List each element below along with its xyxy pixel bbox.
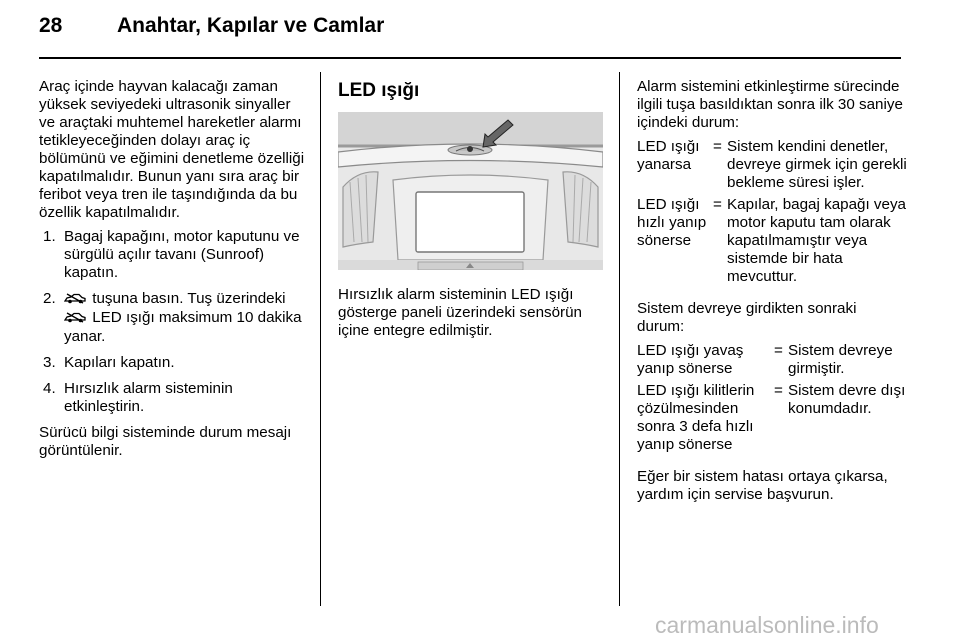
equals-sign: = [713, 196, 722, 213]
step-text-b: LED ışığı maksimum 10 dakika yanar. [64, 309, 302, 345]
list-item [39, 380, 309, 416]
vehicle-alarm-icon [64, 310, 86, 328]
step-number: 4. [43, 380, 56, 397]
dashboard-illustration [338, 112, 603, 270]
list-item [39, 290, 309, 346]
outro-paragraph: Eğer bir sistem hatası ortaya çıkarsa, yardım için servise başvurun. [637, 468, 888, 503]
step-number: 2. [43, 290, 56, 307]
list-item [39, 228, 309, 282]
status-definition: Sistem kendini denetler, devreye girmek için gerekli bekleme süresi işler. [727, 138, 907, 191]
column-3 [637, 78, 907, 504]
equals-sign: = [774, 382, 783, 399]
vehicle-alarm-icon [64, 291, 86, 309]
page-number: 28 [39, 14, 63, 37]
list-item [39, 354, 309, 372]
step-text: Kapıları kapatın. [64, 354, 175, 371]
outro-paragraph: Sürücü bilgi sisteminde durum mesajı görüntülenir. [39, 424, 292, 459]
status-definition: Kapılar, bagaj kapağı veya motor kaputu tam olarak kapatılmamıştır veya sistemde bir hata mevcuttur. [727, 196, 907, 285]
step-text: Bagaj kapağını, motor kaputunu ve sürgülü açılır tavanı (Sunroof) kapatın. [64, 228, 300, 281]
mid-paragraph: Sistem devreye girdikten sonraki durum: [637, 300, 857, 335]
steps-list [39, 228, 309, 416]
status-definition: Sistem devre dışı konumdadır. [788, 382, 906, 417]
section-heading: LED ışığı [338, 80, 420, 101]
status-term: LED ışığı kilitlerin çözülmesinden sonra 3 defa hızlı yanıp sönerse [637, 382, 755, 453]
step-text: Hırsızlık alarm sisteminin etkinleştirin. [64, 380, 233, 415]
equals-sign: = [713, 138, 722, 155]
status-definition: Sistem devreye girmiştir. [788, 342, 893, 377]
header-rule [39, 57, 901, 59]
column-divider-2 [619, 72, 620, 606]
equals-sign: = [774, 342, 783, 359]
status-term: LED ışığı yavaş yanıp sönerse [637, 342, 744, 377]
column-2 [338, 80, 608, 340]
status-table-1 [637, 138, 907, 290]
step-text [64, 290, 309, 346]
step-number: 3. [43, 354, 56, 371]
figure-caption: Hırsızlık alarm sisteminin LED ışığı gösterge paneli üzerindeki sensörün içine entegre edilmiştir. [338, 286, 583, 339]
step-number: 1. [43, 228, 56, 245]
status-term: LED ışığı yanarsa [637, 138, 700, 173]
column-divider-1 [320, 72, 321, 606]
intro-paragraph: Araç içinde hayvan kalacağı zaman yüksek seviyedeki ultrasonik sinyaller ve araçtaki muhtemel hareketler alarmı tetikleyeceğinden dolayı araç iç bölümünü ve eğimini denetleme özelliği kapatılmalıdır. Bunun yanı sıra araç bir feribot veya tren ile taşındığında da bu özellik kapatılmalıdır. [39, 78, 305, 221]
step-text-a: tuşuna basın. Tuş üzerindeki [88, 290, 286, 307]
chapter-title: Anahtar, Kapılar ve Camlar [117, 14, 385, 37]
status-table-2 [637, 342, 907, 458]
intro-paragraph: Alarm sistemini etkinleştirme sürecinde ilgili tuşa basıldıktan sonra ilk 30 saniye içindeki durum: [637, 78, 903, 131]
watermark: carmanualsonline.info [655, 612, 879, 638]
status-term: LED ışığı hızlı yanıp sönerse [637, 196, 707, 249]
column-1 [39, 78, 309, 460]
